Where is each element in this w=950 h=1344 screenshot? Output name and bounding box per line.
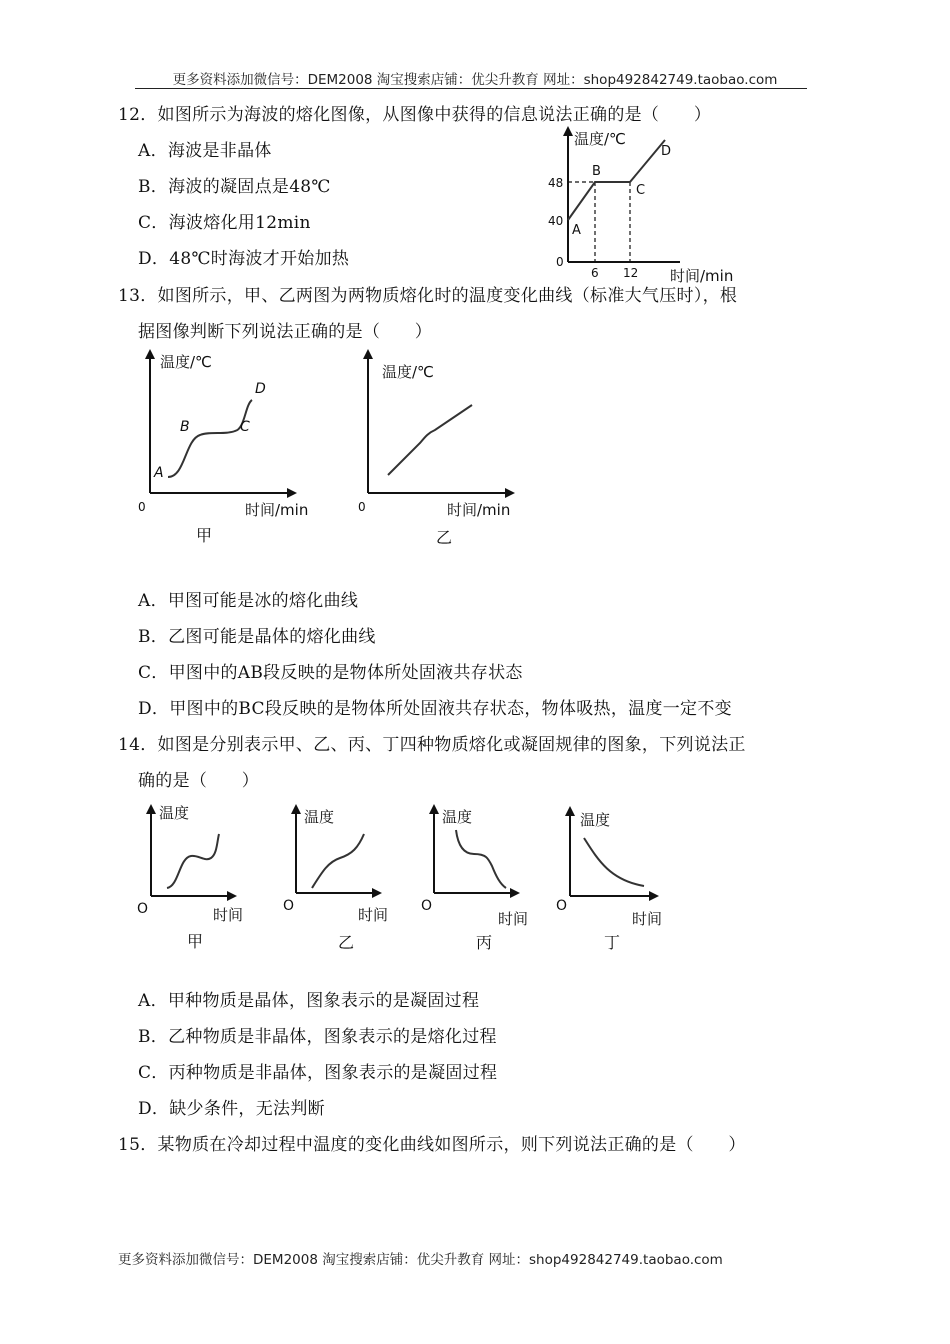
q12-ytick-40: 40 — [548, 214, 564, 228]
q14a-ylabel: 温度 — [159, 804, 190, 822]
q12-point-a: A — [572, 223, 581, 238]
q13-stem-line1: 13．如图所示，甲、乙两图为两物质熔化时的温度变化曲线（标准大气压时），根 — [118, 286, 738, 306]
q13a-point-a: A — [154, 465, 164, 481]
q13b-ylabel: 温度/℃ — [382, 363, 434, 381]
q12-point-b: B — [592, 164, 601, 179]
q13-option-b[interactable]: B．乙图可能是晶体的熔化曲线 — [138, 627, 376, 647]
q14a-xlabel: 时间 — [213, 906, 244, 924]
q13b-caption: 乙 — [436, 528, 453, 547]
q12-point-c: C — [636, 183, 646, 198]
q13b-xlabel: 时间/min — [447, 501, 511, 519]
q14b-x-arrow — [372, 888, 382, 898]
q14a-curve — [167, 834, 219, 888]
q13-stem-line2: 据图像判断下列说法正确的是（ ） — [138, 322, 433, 342]
q14b-origin: O — [283, 898, 295, 914]
q13a-ylabel: 温度/℃ — [160, 353, 212, 371]
q14a-x-arrow — [227, 891, 237, 901]
q14-option-b[interactable]: B．乙种物质是非晶体，图象表示的是熔化过程 — [138, 1027, 497, 1047]
q12-curve — [568, 140, 665, 220]
q13b-y-arrow — [363, 349, 373, 359]
q14c-ylabel: 温度 — [442, 808, 473, 826]
q13-graph-yi — [350, 345, 550, 550]
q12-ytick-48: 48 — [548, 176, 564, 190]
q13a-origin: 0 — [138, 500, 146, 514]
q13-option-d[interactable]: D．甲图中的BC段反映的是物体所处固液共存状态，物体吸热，温度一定不变 — [138, 699, 732, 719]
q12-option-a[interactable]: A．海波是非晶体 — [138, 141, 272, 161]
q13b-curve — [388, 405, 472, 475]
header-rule — [135, 88, 807, 89]
q14c-caption: 丙 — [476, 933, 493, 952]
q14b-caption: 乙 — [338, 933, 355, 952]
q14d-ylabel: 温度 — [580, 811, 611, 829]
q12-option-c[interactable]: C．海波熔化用12min — [138, 213, 311, 233]
q14-graph-bing — [418, 800, 548, 955]
q14d-y-arrow — [565, 806, 575, 816]
q14d-caption: 丁 — [604, 933, 621, 952]
q12-stem: 12．如图所示为海波的熔化图像，从图像中获得的信息说法正确的是（ ） — [118, 105, 712, 125]
q13-graph-jia — [130, 345, 330, 550]
q14-stem-line2: 确的是（ ） — [138, 771, 260, 791]
q13a-curve — [168, 400, 252, 477]
q12-point-d: D — [661, 144, 672, 159]
q14-graph-yi — [280, 800, 410, 955]
q14b-ylabel: 温度 — [304, 808, 335, 826]
q14d-curve — [584, 838, 644, 886]
q14c-y-arrow — [429, 804, 439, 814]
q14c-origin: O — [421, 898, 433, 914]
q14-option-a[interactable]: A．甲种物质是晶体，图象表示的是凝固过程 — [138, 991, 480, 1011]
q12-option-b[interactable]: B．海波的凝固点是48℃ — [138, 177, 331, 197]
q13a-xlabel: 时间/min — [245, 501, 309, 519]
q12-origin: 0 — [556, 255, 564, 269]
q12-y-arrow — [563, 126, 573, 136]
q12-ylabel: 温度/℃ — [574, 130, 626, 148]
q13a-point-c: C — [240, 419, 250, 435]
q13a-x-arrow — [287, 488, 297, 498]
q12-xtick-12: 12 — [623, 266, 639, 280]
q13a-point-b: B — [180, 419, 190, 435]
q14-stem-line1: 14．如图是分别表示甲、乙、丙、丁四种物质熔化或凝固规律的图象，下列说法正 — [118, 735, 746, 755]
q14b-curve — [312, 834, 364, 888]
q14b-xlabel: 时间 — [358, 906, 389, 924]
q14c-x-arrow — [510, 888, 520, 898]
page-footer: 更多资料添加微信号：DEM2008 淘宝搜索店铺：优尖升教育 网址：shop492842749.taobao.com — [118, 1252, 723, 1268]
q13a-caption: 甲 — [196, 526, 213, 545]
q13b-x-arrow — [505, 488, 515, 498]
q13b-origin: 0 — [358, 500, 366, 514]
q14a-y-arrow — [146, 804, 156, 814]
q14c-xlabel: 时间 — [498, 910, 529, 928]
q14-option-c[interactable]: C．丙种物质是非晶体，图象表示的是凝固过程 — [138, 1063, 498, 1083]
page-header: 更多资料添加微信号：DEM2008 淘宝搜索店铺：优尖升教育 网址：shop492842749.taobao.com — [172, 72, 778, 88]
q14c-curve — [456, 830, 506, 888]
q12-xlabel: 时间/min — [670, 267, 734, 285]
q14-graph-ding — [554, 800, 684, 955]
q12-xtick-6: 6 — [591, 266, 599, 280]
q14-option-d[interactable]: D．缺少条件，无法判断 — [138, 1099, 325, 1119]
q15-stem: 15．某物质在冷却过程中温度的变化曲线如图所示，则下列说法正确的是（ ） — [118, 1135, 746, 1155]
q13a-y-arrow — [145, 349, 155, 359]
q14a-caption: 甲 — [187, 932, 204, 951]
q13-option-c[interactable]: C．甲图中的AB段反映的是物体所处固液共存状态 — [138, 663, 523, 683]
q14d-origin: O — [556, 898, 568, 914]
q14a-origin: O — [137, 901, 149, 917]
q14b-y-arrow — [291, 804, 301, 814]
q14d-x-arrow — [649, 891, 659, 901]
q14d-xlabel: 时间 — [632, 910, 663, 928]
q13-option-a[interactable]: A．甲图可能是冰的熔化曲线 — [138, 591, 359, 611]
q14-graph-jia — [135, 800, 265, 955]
q13a-point-d: D — [255, 381, 266, 397]
q12-option-d[interactable]: D．48℃时海波才开始加热 — [138, 249, 350, 269]
q12-melting-graph — [530, 120, 760, 285]
